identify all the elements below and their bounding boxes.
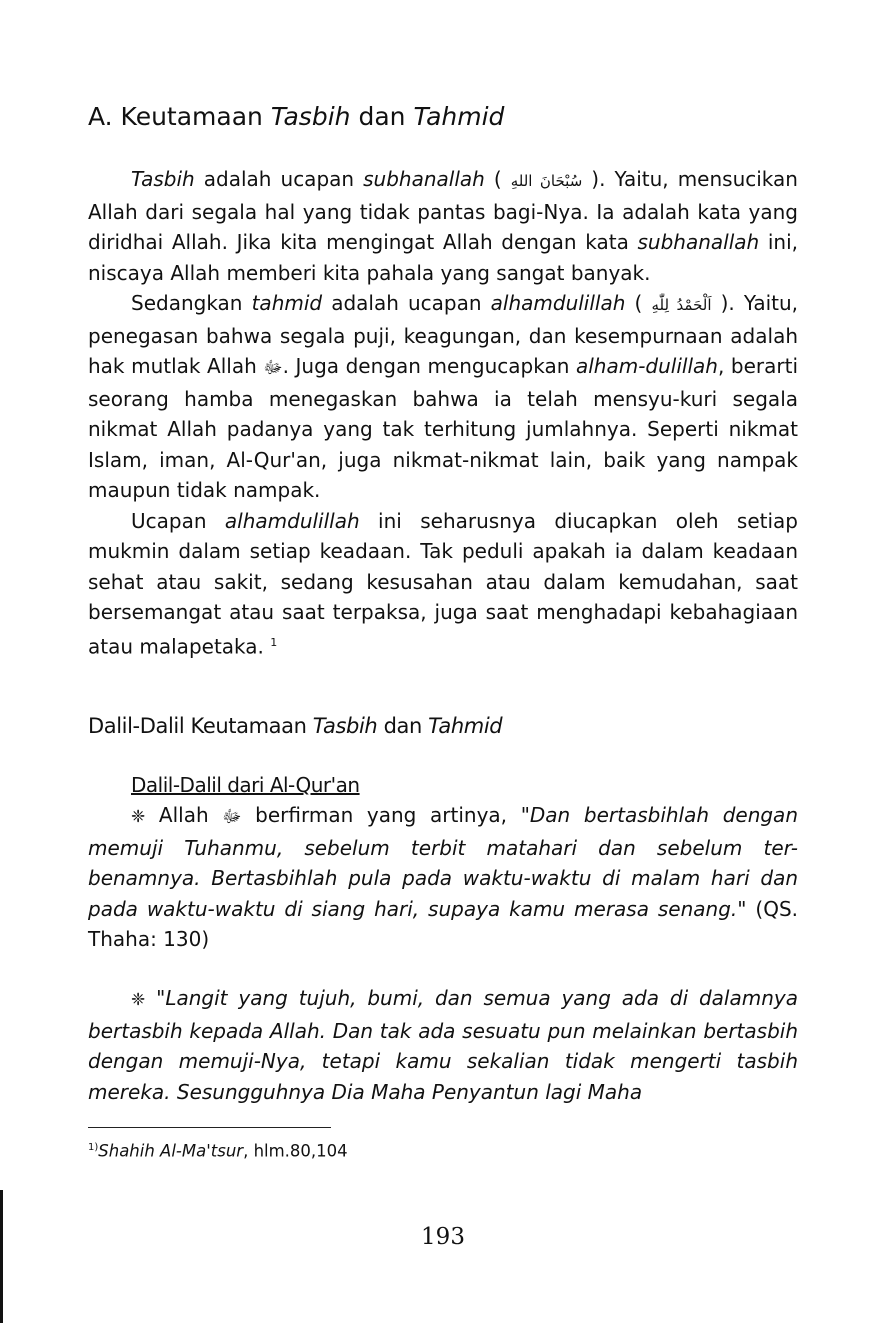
footnote-reference: 1	[270, 635, 278, 649]
swt-glyph: ﷻ	[222, 807, 242, 827]
page-number: 193	[421, 1224, 465, 1250]
quran-heading: Dalil-Dalil dari Al-Qur'an	[131, 773, 360, 797]
paragraph-alhamdulillah: Ucapan alhamdulillah ini seharusnya diucapkan oleh setiap mukmin dalam setiap keadaan. Tak peduli apakah ia dalam keadaan sehat atau sakit, sedang kesusahan atau dalam kemudahan, saat bersemangat atau saat terpaksa, juga saat menghadapi kebahagiaan atau malapetaka. $^1$	[88, 508, 799, 659]
paragraph-tahmid: Sedangkan tahmid adalah ucapan alhamdulillah ( اَلْحَمْدُ لِلّٰهِ ). Yaitu, penegasan bahwa segala puji, keagungan, dan kesempurnaan adalah hak mutlak Allah ﷻ. Juga dengan mengucapkan alham-dulillah, berarti seorang hamba menegaskan bahwa ia telah mensyu-kuri segala nikmat Allah padanya yang tak terhitung jumlahnya. Seperti nikmat Islam, iman, Al-Qur'an, juga nikmat-nikmat lain, baik yang nampak maupun tidak nampak.	[88, 291, 799, 502]
swt-glyph: ﷻ	[263, 358, 283, 378]
arabic-subhanallah: سُبْحَانَ اللهِ	[510, 172, 583, 190]
flower-bullet-icon: ❈	[131, 807, 146, 827]
verse-thaha-130: ❈ Allah ﷻ berfirman yang artinya, "Dan bertasbihlah dengan memuji Tuhanmu, sebelum terbit matahari dan sebelum ter-benamnya. Bertasbihlah pula pada waktu-waktu di malam hari dan pada waktu-waktu di siang hari, supaya kamu merasa senang." (QS. Thaha: 130)	[88, 803, 798, 951]
page-edge-shadow	[0, 1190, 3, 1323]
flower-bullet-icon: ❈	[131, 990, 146, 1010]
subsection-heading: Dalil-Dalil Keutamaan Tasbih dan Tahmid	[88, 714, 503, 738]
verse-langit: ❈ "Langit yang tujuh, bumi, dan semua yang ada di dalamnya bertasbih kepada Allah. Dan tak ada sesuatu pun melainkan bertasbih dengan memuji-Nya, tetapi kamu sekalian tidak mengerti tasbih mereka. Sesungguhnya Dia Maha Penyantun lagi Maha	[88, 986, 798, 1104]
arabic-alhamdulillah: اَلْحَمْدُ لِلّٰهِ	[651, 296, 712, 314]
paragraph-tasbih: Tasbih adalah ucapan subhanallah ( سُبْحَانَ اللهِ ). Yaitu, mensucikan Allah dari segala hal yang tidak pantas bagi-Nya. Ia adalah kata yang diridhai Allah. Jika kita mengingat Allah dengan kata subhanallah ini, niscaya Allah memberi kita pahala yang sangat banyak.	[88, 167, 798, 285]
footnote: $^{1)}$Shahih Al-Ma'tsur, hlm.80,104	[88, 1141, 348, 1161]
intro-section	[88, 164, 798, 662]
section-heading: A. Keutamaan Tasbih dan Tahmid	[88, 102, 505, 131]
verse-block-1	[88, 800, 798, 955]
verse-block-2	[88, 983, 798, 1107]
footnote-divider	[88, 1127, 331, 1128]
